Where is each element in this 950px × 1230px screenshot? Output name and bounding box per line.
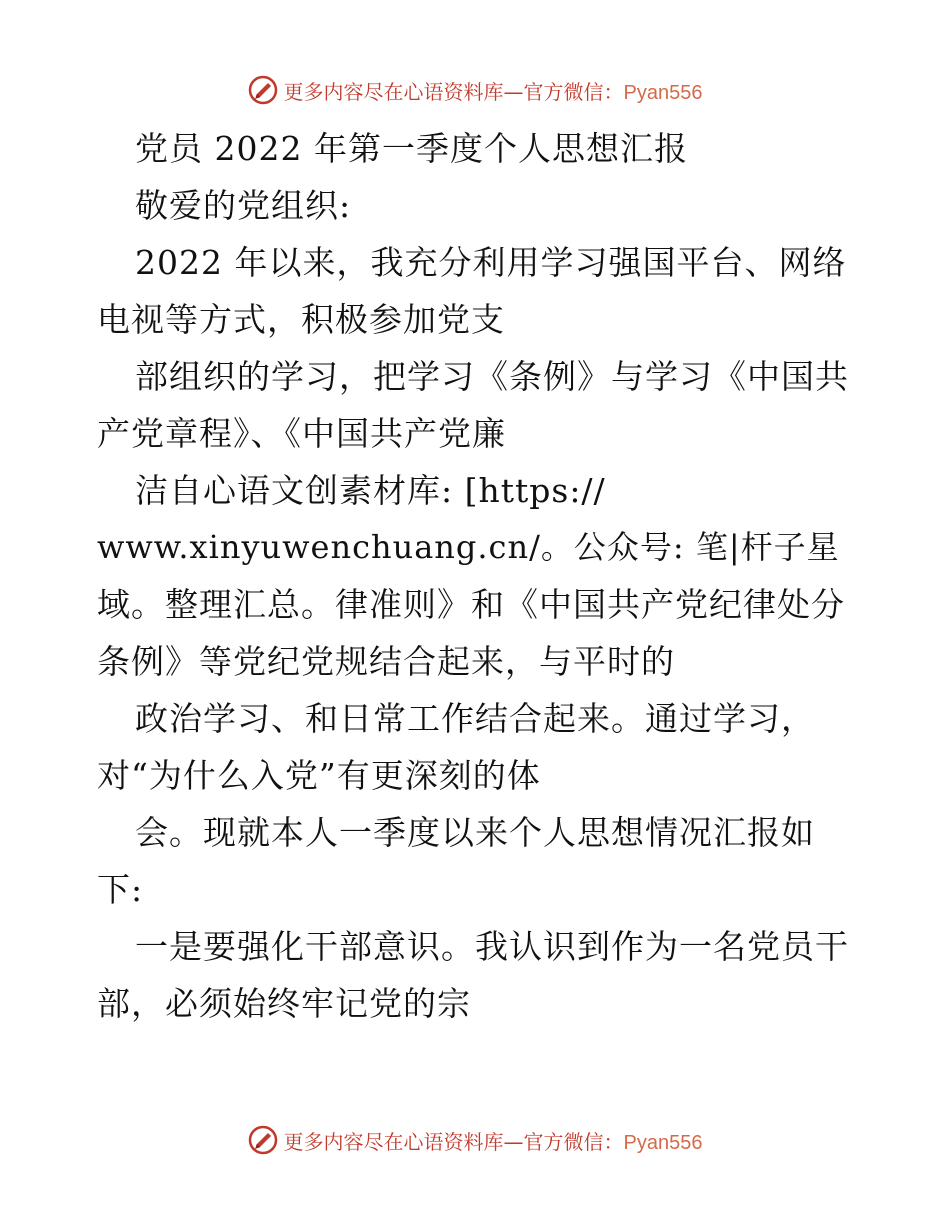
header-banner-text <box>284 76 703 105</box>
document-body <box>97 120 857 1032</box>
paragraph-line: 洁自心语文创素材库: [https:// <box>135 471 606 510</box>
banner-title: 更多内容尽在心语资料库 <box>283 79 504 104</box>
banner-wechat-label: 官方微信： <box>523 79 624 104</box>
banner-wechat-label: 官方微信： <box>523 1129 624 1154</box>
paragraph-line: 会。现就本人一季度以来个人思想情况汇报如 <box>135 813 815 852</box>
footer-banner <box>0 1120 950 1160</box>
paragraph-line: 部组织的学习，把学习《条例》与学习《中国共 <box>135 357 849 396</box>
paragraph-line: 电视等方式，积极参加党支 <box>97 300 505 339</box>
footer-banner-text <box>284 1126 703 1155</box>
salutation: 敬爱的党组织: <box>135 186 352 225</box>
banner-wechat-id: Pyan556 <box>623 81 703 104</box>
paragraph-line: www.xinyuwenchuang.cn/。公众号: 笔|杆子星 <box>97 528 840 566</box>
banner-dash: — <box>503 79 524 104</box>
banner-wechat-id: Pyan556 <box>623 1131 703 1154</box>
banner-title: 更多内容尽在心语资料库 <box>283 1129 504 1154</box>
logo-icon <box>248 75 278 105</box>
document-title: 党员 2022 年第一季度个人思想汇报 <box>135 129 688 168</box>
paragraph-line: 一是要强化干部意识。我认识到作为一名党员干 <box>135 927 849 966</box>
banner-dash: — <box>503 1129 524 1154</box>
paragraph-line: 对“为什么入党”有更深刻的体 <box>97 756 541 795</box>
paragraph-line: 条例》等党纪党规结合起来，与平时的 <box>97 642 675 681</box>
paragraph-line: 产党章程》、《中国共产党廉 <box>97 414 506 453</box>
header-banner <box>0 70 950 110</box>
logo-icon <box>248 1125 278 1155</box>
paragraph-line: 政治学习、和日常工作结合起来。通过学习， <box>135 699 815 738</box>
paragraph-line: 下: <box>97 870 144 909</box>
paragraph-line: 域。整理汇总。律准则》和《中国共产党纪律处分 <box>97 585 845 624</box>
paragraph-line: 部，必须始终牢记党的宗 <box>97 984 471 1023</box>
paragraph-line: 2022 年以来，我充分利用学习强国平台、网络 <box>135 243 847 282</box>
